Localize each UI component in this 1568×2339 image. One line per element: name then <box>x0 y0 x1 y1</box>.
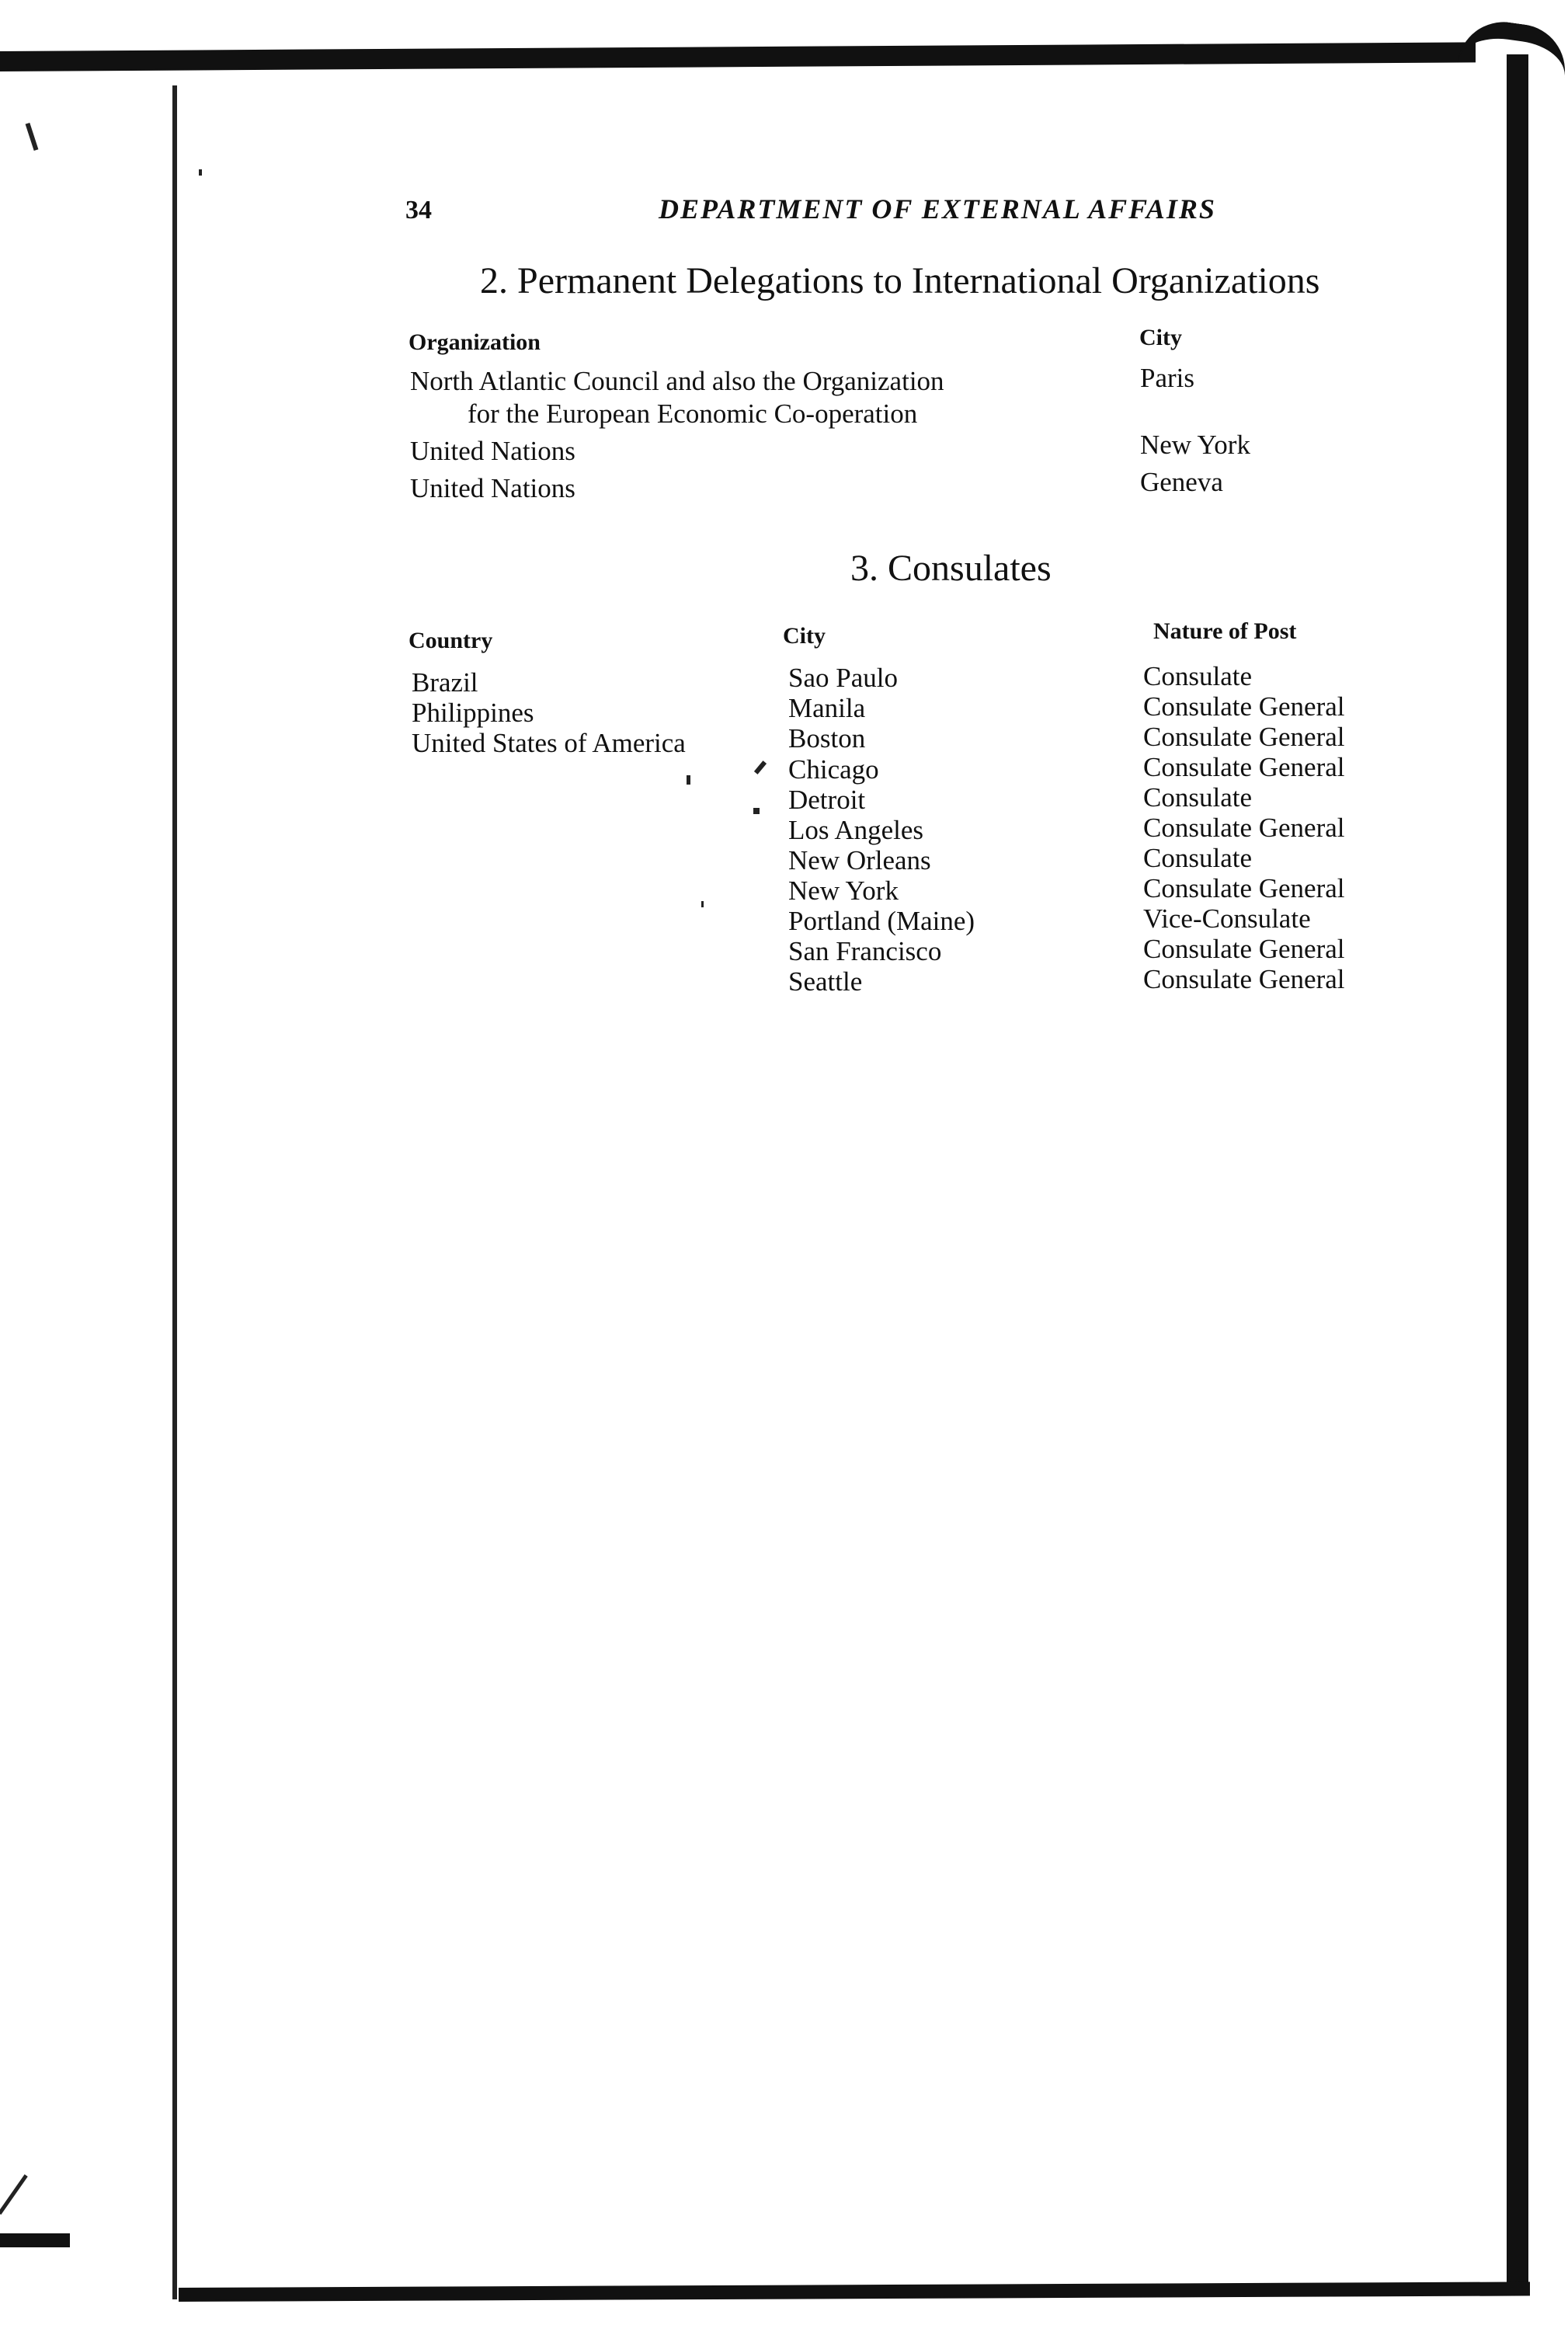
delegation-organization: United Nations <box>410 436 575 466</box>
consulate-nature: Consulate <box>1143 782 1252 813</box>
consulate-nature: Consulate General <box>1143 873 1345 903</box>
consulate-city: San Francisco <box>788 936 942 966</box>
consulate-city: Chicago <box>788 754 879 785</box>
consulate-city: New Orleans <box>788 845 931 875</box>
consulate-nature: Consulate General <box>1143 964 1345 994</box>
consulate-city: Detroit <box>788 785 866 815</box>
consulate-city: Manila <box>788 693 866 723</box>
page-number: 34 <box>405 196 432 225</box>
delegation-city: Paris <box>1140 363 1194 393</box>
consulate-city: Boston <box>788 723 866 754</box>
running-head <box>405 193 1508 231</box>
column-header-organization: Organization <box>409 329 541 355</box>
scan-speck <box>0 2174 28 2215</box>
scan-speck <box>701 901 704 907</box>
delegation-organization: United Nations <box>410 473 575 503</box>
consulate-country: United States of America <box>412 728 686 758</box>
scan-border-top <box>0 42 1476 71</box>
delegation-organization: North Atlantic Council and also the Organization for the European Economic Co-operation <box>410 366 944 429</box>
consulate-nature: Vice-Consulate <box>1143 903 1311 934</box>
scan-border-left <box>172 85 177 2299</box>
consulate-country: Philippines <box>412 698 534 728</box>
scan-border-bottom-left <box>0 2233 70 2247</box>
scan-speck <box>753 808 760 814</box>
consulate-city: New York <box>788 875 899 906</box>
column-header-city: City <box>1139 325 1182 350</box>
running-title: DEPARTMENT OF EXTERNAL AFFAIRS <box>659 193 1216 225</box>
consulate-city: Los Angeles <box>788 815 924 845</box>
scan-speck <box>199 169 202 176</box>
consulate-city: Sao Paulo <box>788 663 898 693</box>
scan-speck <box>26 123 39 151</box>
scan-speck <box>754 761 767 774</box>
consulate-nature: Consulate <box>1143 661 1252 691</box>
section-heading-consulates: 3. Consulates <box>850 548 1052 589</box>
consulate-nature: Consulate General <box>1143 752 1345 782</box>
section-heading-delegations: 2. Permanent Delegations to International Organizations <box>480 260 1320 301</box>
column-header-city: City <box>783 623 826 649</box>
consulate-city: Seattle <box>788 966 863 997</box>
delegation-city: New York <box>1140 430 1250 460</box>
scan-border-right <box>1507 54 1528 2284</box>
scan-speck <box>687 775 690 785</box>
consulate-nature: Consulate General <box>1143 934 1345 964</box>
column-header-nature-of-post: Nature of Post <box>1153 618 1297 644</box>
consulate-nature: Consulate General <box>1143 691 1345 722</box>
column-header-country: Country <box>409 628 493 653</box>
consulate-country: Brazil <box>412 667 478 698</box>
consulate-nature: Consulate General <box>1143 813 1345 843</box>
scan-border-bottom <box>179 2282 1530 2302</box>
delegation-city: Geneva <box>1140 467 1223 497</box>
consulate-city: Portland (Maine) <box>788 906 975 936</box>
consulate-nature: Consulate General <box>1143 722 1345 752</box>
consulate-nature: Consulate <box>1143 843 1252 873</box>
